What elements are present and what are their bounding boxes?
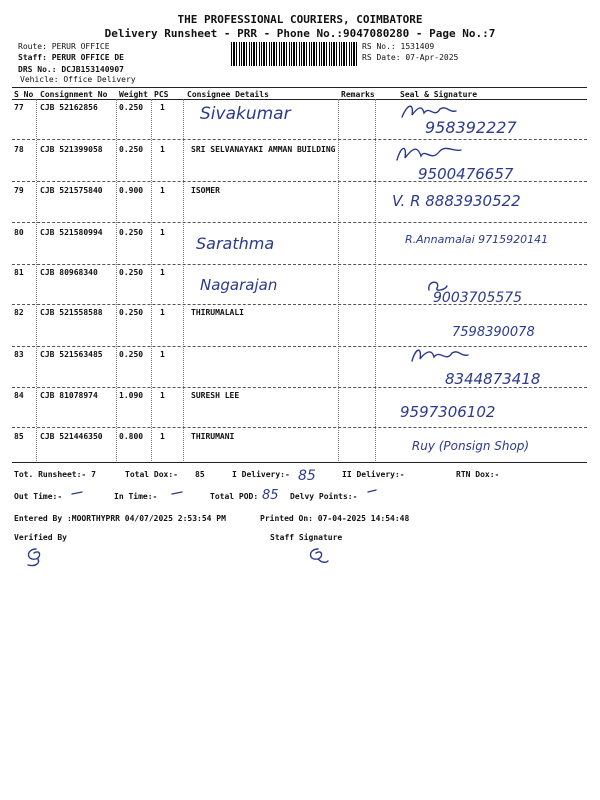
- col-divider: [375, 99, 376, 461]
- row-divider: [12, 264, 587, 265]
- company-title: THE PROFESSIONAL COURIERS, COIMBATORE: [177, 13, 423, 26]
- handwritten-phone: 958392227: [425, 118, 517, 137]
- runsheet-subtitle: Delivery Runsheet - PRR - Phone No.:9047080280 - Page No.:7: [104, 27, 496, 40]
- row-consignment: CJB 521446350: [40, 432, 103, 441]
- row-weight: 1.090: [119, 391, 144, 400]
- in-time-label: In Time:-: [114, 492, 158, 501]
- row-weight: 0.900: [119, 186, 144, 195]
- handwritten-phone: 9597306102: [400, 403, 496, 421]
- row-consignment: CJB 521399058: [40, 145, 103, 154]
- row-pcs: 1: [160, 103, 165, 112]
- col-divider: [36, 99, 37, 461]
- handwritten-name: Nagarajan: [200, 276, 278, 294]
- tot-runsheet: Tot. Runsheet:- 7: [14, 470, 96, 479]
- row-pcs: 1: [160, 432, 165, 441]
- total-pod-hand: 85: [262, 488, 279, 503]
- row-sno: 85: [14, 432, 24, 441]
- row-pcs: 1: [160, 350, 165, 359]
- row-divider: [12, 139, 587, 140]
- row-consignee: THIRUMALALI: [191, 308, 244, 317]
- rs-number: RS No.: 1531409: [362, 42, 435, 51]
- handwritten-seal: Ruy (Ponsign Shop): [411, 439, 530, 453]
- row-weight: 0.250: [119, 228, 144, 237]
- col-weight: Weight: [119, 90, 148, 99]
- col-divider: [116, 99, 117, 461]
- entered-by: Entered By :MOORTHYPRR 04/07/2025 2:53:54 PM: [14, 514, 226, 523]
- row-sno: 77: [14, 103, 24, 112]
- row-consignment: CJB 521558588: [40, 308, 103, 317]
- rtn-dox-label: RTN Dox:-: [456, 470, 500, 479]
- handwritten-name: Sivakumar: [200, 104, 291, 124]
- signature-scribble: [395, 142, 465, 166]
- row-weight: 0.250: [119, 308, 144, 317]
- row-sno: 82: [14, 308, 24, 317]
- row-consignee: SURESH LEE: [191, 391, 240, 400]
- row-pcs: 1: [160, 308, 165, 317]
- handwritten-phone: 8344873418: [445, 370, 541, 388]
- total-dox-value: 85: [195, 470, 205, 479]
- col-consignee: Consignee Details: [187, 90, 269, 99]
- printed-on: Printed On: 07-04-2025 14:54:48: [260, 514, 410, 523]
- row-divider: [12, 304, 587, 305]
- col-sno: S No: [14, 90, 34, 99]
- total-pod-label: Total POD:: [210, 492, 259, 501]
- staff-signature-label: Staff Signature: [270, 533, 343, 542]
- row-sno: 78: [14, 145, 24, 154]
- row-pcs: 1: [160, 145, 165, 154]
- handwritten-phone: 7598390078: [452, 325, 535, 340]
- verified-by-label: Verified By: [14, 533, 67, 542]
- row-consignee: THIRUMANI: [191, 432, 235, 441]
- col-remarks: Remarks: [341, 90, 375, 99]
- row-weight: 0.250: [119, 103, 144, 112]
- total-dox-label: Total Dox:-: [125, 470, 178, 479]
- handwritten-dash: [366, 488, 378, 494]
- col-consignment: Consignment No: [40, 90, 108, 99]
- row-consignment: CJB 81078974: [40, 391, 98, 400]
- row-divider: [12, 427, 587, 428]
- row-divider: [12, 181, 587, 182]
- table-top-border: [12, 87, 587, 88]
- col-pcs: PCS: [154, 90, 169, 99]
- row-weight: 0.800: [119, 432, 144, 441]
- row-consignment: CJB 80968340: [40, 268, 98, 277]
- row-pcs: 1: [160, 391, 165, 400]
- handwritten-phone: V. R 8883930522: [392, 192, 521, 210]
- barcode-image: [231, 42, 357, 66]
- row-consignment: CJB 52162856: [40, 103, 98, 112]
- row-divider: [12, 222, 587, 223]
- row-weight: 0.250: [119, 268, 144, 277]
- row-sno: 80: [14, 228, 24, 237]
- col-seal-signature: Seal & Signature: [400, 90, 478, 99]
- delvy-points-label: Delvy Points:-: [290, 492, 358, 501]
- col-divider: [183, 99, 184, 461]
- out-time-label: Out Time:-: [14, 492, 63, 501]
- staff-label: Staff: PERUR OFFICE DE: [18, 53, 124, 62]
- i-delivery-hand: 85: [298, 468, 316, 484]
- row-sno: 83: [14, 350, 24, 359]
- row-consignee: SRI SELVANAYAKI AMMAN BUILDING: [191, 145, 336, 154]
- row-weight: 0.250: [119, 350, 144, 359]
- staff-signature: [304, 545, 330, 567]
- table-header-border: [12, 99, 587, 100]
- drs-number: DRS No.: DCJB153140907: [18, 65, 124, 74]
- vehicle-label: Vehicle: Office Delivery: [20, 75, 136, 84]
- ii-delivery-label: II Delivery:-: [342, 470, 405, 479]
- handwritten-phone: 9500476657: [418, 165, 514, 183]
- row-consignment: CJB 521575840: [40, 186, 103, 195]
- handwritten-dash: [70, 490, 84, 496]
- verified-signature: [24, 545, 48, 569]
- row-pcs: 1: [160, 186, 165, 195]
- row-pcs: 1: [160, 268, 165, 277]
- row-divider: [12, 387, 587, 388]
- col-divider: [338, 99, 339, 461]
- row-sno: 84: [14, 391, 24, 400]
- route-label: Route: PERUR OFFICE: [18, 42, 110, 51]
- handwritten-phone: R.Annamalai 9715920141: [405, 233, 549, 246]
- i-delivery-label: I Delivery:-: [232, 470, 290, 479]
- row-sno: 81: [14, 268, 24, 277]
- row-weight: 0.250: [119, 145, 144, 154]
- handwritten-name: Sarathma: [196, 234, 275, 253]
- handwritten-dash: [170, 490, 184, 496]
- row-pcs: 1: [160, 228, 165, 237]
- col-divider: [151, 99, 152, 461]
- signature-scribble: [410, 345, 470, 367]
- row-consignee: ISOMER: [191, 186, 220, 195]
- table-bottom-border: [12, 462, 587, 463]
- handwritten-phone: 9003705575: [433, 290, 523, 306]
- row-divider: [12, 346, 587, 347]
- row-consignment: CJB 521580994: [40, 228, 103, 237]
- row-sno: 79: [14, 186, 24, 195]
- row-consignment: CJB 521563485: [40, 350, 103, 359]
- rs-date: RS Date: 07-Apr-2025: [362, 53, 459, 62]
